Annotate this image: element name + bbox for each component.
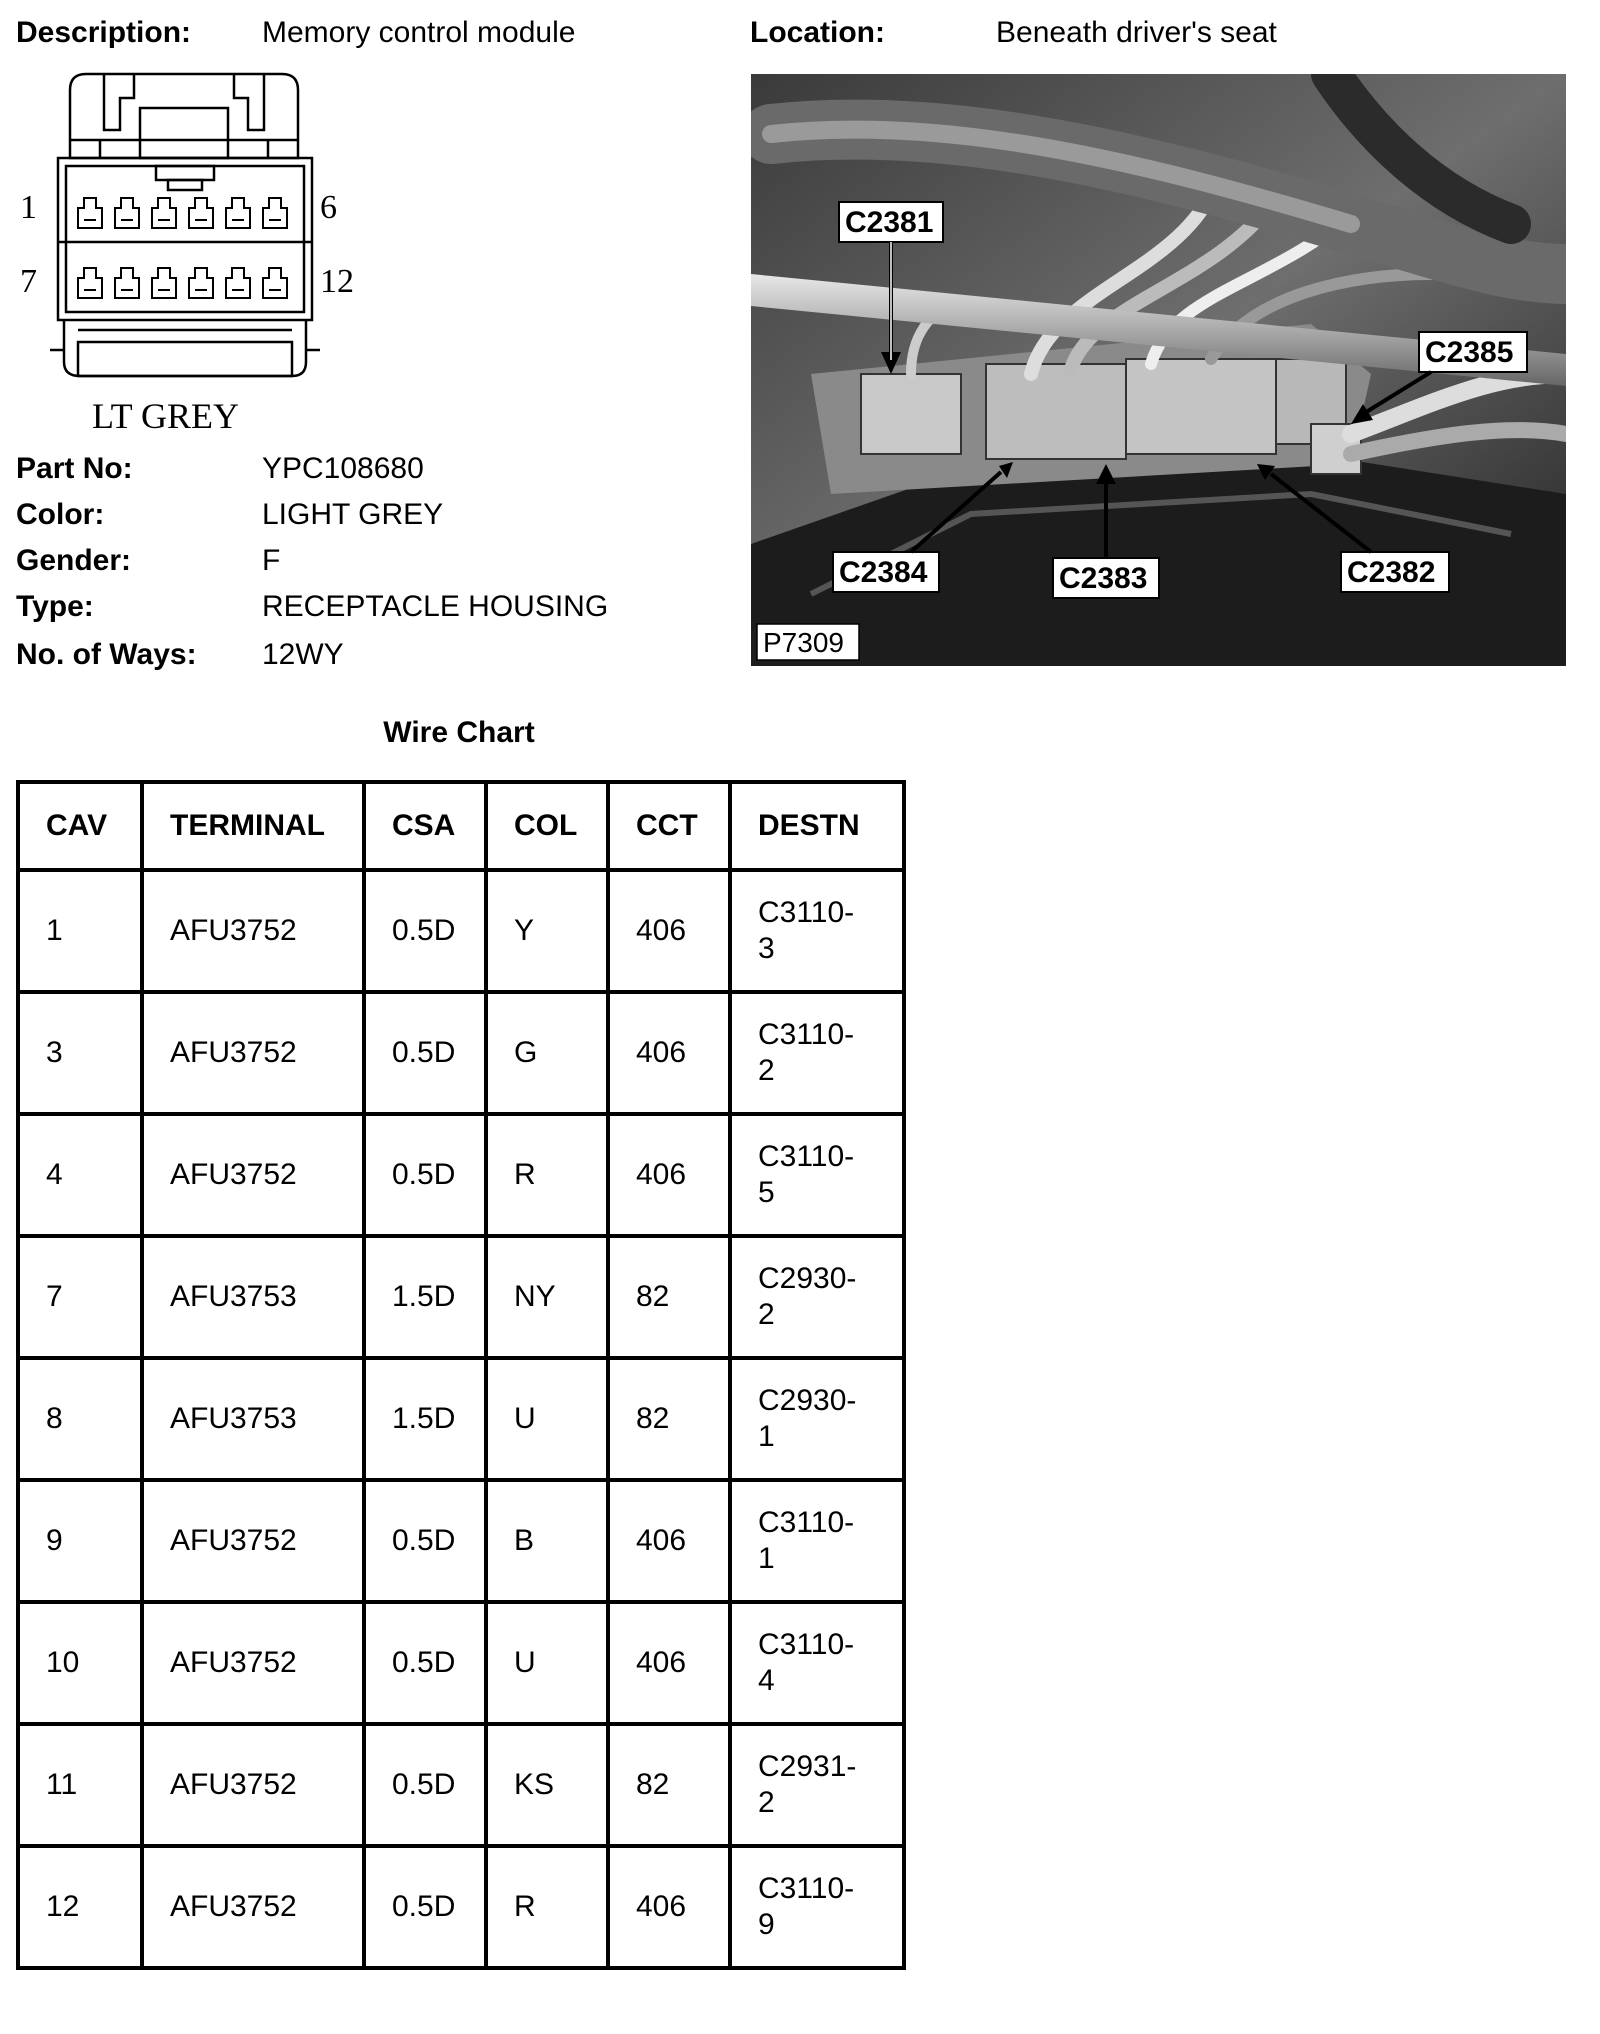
destn-line: C3110- <box>758 896 855 929</box>
cell-col: R <box>486 1114 608 1236</box>
cell-terminal: AFU3753 <box>142 1236 364 1358</box>
cell-destn <box>730 1602 904 1724</box>
cell-cct: 406 <box>608 1602 730 1724</box>
cell-cct: 406 <box>608 870 730 992</box>
table-row <box>18 1602 904 1724</box>
table-row <box>18 1236 904 1358</box>
cell-cct: 406 <box>608 992 730 1114</box>
header-cct: CCT <box>608 782 730 870</box>
cell-csa: 0.5D <box>364 1724 486 1846</box>
header-csa: CSA <box>364 782 486 870</box>
pin-cavity <box>189 268 213 298</box>
destn-line: C2930- <box>758 1262 857 1295</box>
wire-chart-title: Wire Chart <box>383 716 535 749</box>
cell-csa: 1.5D <box>364 1236 486 1358</box>
table-row <box>18 1846 904 1968</box>
pin-cavity <box>152 198 176 228</box>
cell-csa: 0.5D <box>364 992 486 1114</box>
cell-terminal: AFU3752 <box>142 1480 364 1602</box>
description-label: Description: <box>16 16 192 49</box>
wire-chart-table <box>16 780 906 1970</box>
photo-id: P7309 <box>763 627 844 658</box>
location-label: Location: <box>750 16 885 49</box>
gender-label: Gender: <box>16 544 132 577</box>
cell-terminal: AFU3752 <box>142 1602 364 1724</box>
cell-cav: 4 <box>18 1114 142 1236</box>
cell-cav: 9 <box>18 1480 142 1602</box>
pin-cavity <box>115 268 139 298</box>
callout-c2385: C2385 <box>1425 336 1514 369</box>
cell-csa: 1.5D <box>364 1358 486 1480</box>
header-terminal: TERMINAL <box>142 782 364 870</box>
table-row <box>18 870 904 992</box>
cell-col: U <box>486 1602 608 1724</box>
table-row <box>18 1724 904 1846</box>
cell-csa: 0.5D <box>364 870 486 992</box>
cell-cav: 10 <box>18 1602 142 1724</box>
cell-destn <box>730 1236 904 1358</box>
cell-cct: 82 <box>608 1358 730 1480</box>
header-cav: CAV <box>18 782 142 870</box>
gender-value: F <box>262 544 281 577</box>
cell-destn <box>730 992 904 1114</box>
pin-cavity <box>263 268 287 298</box>
part-no-value: YPC108680 <box>262 452 424 485</box>
callout-c2381: C2381 <box>845 206 934 239</box>
part-no-label: Part No: <box>16 452 133 485</box>
cell-col: G <box>486 992 608 1114</box>
cell-cav: 3 <box>18 992 142 1114</box>
no-of-ways-value: 12WY <box>262 638 344 671</box>
cell-cct: 82 <box>608 1236 730 1358</box>
table-row <box>18 1358 904 1480</box>
callout-c2382: C2382 <box>1347 556 1436 589</box>
pin-cavity <box>152 268 176 298</box>
destn-line: 3 <box>758 932 775 965</box>
pin-cavity <box>263 198 287 228</box>
connector-face-diagram <box>20 70 375 445</box>
cell-cct: 82 <box>608 1724 730 1846</box>
cell-cct: 406 <box>608 1480 730 1602</box>
cell-destn <box>730 1724 904 1846</box>
destn-line: 2 <box>758 1298 775 1331</box>
cell-col: B <box>486 1480 608 1602</box>
cell-terminal: AFU3752 <box>142 870 364 992</box>
color-value: LIGHT GREY <box>262 498 444 531</box>
pin-cavity <box>226 268 250 298</box>
pin-cavity <box>189 198 213 228</box>
cell-cav: 1 <box>18 870 142 992</box>
cell-csa: 0.5D <box>364 1846 486 1968</box>
cell-col: Y <box>486 870 608 992</box>
cell-destn <box>730 1114 904 1236</box>
cell-cct: 406 <box>608 1846 730 1968</box>
type-label: Type: <box>16 590 94 623</box>
cell-col: U <box>486 1358 608 1480</box>
color-label: Color: <box>16 498 105 531</box>
destn-line: 1 <box>758 1542 775 1575</box>
destn-line: C2930- <box>758 1384 857 1417</box>
destn-line: C3110- <box>758 1506 855 1539</box>
cell-terminal: AFU3752 <box>142 1724 364 1846</box>
pin-cavity <box>78 198 102 228</box>
cell-col: NY <box>486 1236 608 1358</box>
cell-destn <box>730 1846 904 1968</box>
pin-label-6: 6 <box>320 189 337 226</box>
cell-terminal: AFU3753 <box>142 1358 364 1480</box>
pin-cavity <box>226 198 250 228</box>
pin-cavity <box>78 268 102 298</box>
callout-c2383: C2383 <box>1059 562 1148 595</box>
destn-line: C3110- <box>758 1018 855 1051</box>
cell-terminal: AFU3752 <box>142 1114 364 1236</box>
destn-line: C2931- <box>758 1750 857 1783</box>
cell-terminal: AFU3752 <box>142 992 364 1114</box>
cell-cav: 12 <box>18 1846 142 1968</box>
pin-label-1: 1 <box>20 189 37 226</box>
connector-color-label: LT GREY <box>92 396 240 436</box>
destn-line: C3110- <box>758 1872 855 1905</box>
cell-cav: 11 <box>18 1724 142 1846</box>
location-photo <box>751 74 1566 666</box>
destn-line: 4 <box>758 1664 775 1697</box>
table-header-row <box>18 782 904 870</box>
connector-c2383 <box>1126 359 1276 454</box>
cell-destn <box>730 1358 904 1480</box>
table-row <box>18 1114 904 1236</box>
destn-line: 1 <box>758 1420 775 1453</box>
destn-line: C3110- <box>758 1628 855 1661</box>
cell-terminal: AFU3752 <box>142 1846 364 1968</box>
location-value: Beneath driver's seat <box>996 16 1277 49</box>
destn-line: 5 <box>758 1176 775 1209</box>
connector-c2384 <box>986 364 1126 459</box>
destn-line: 2 <box>758 1054 775 1087</box>
header-col: COL <box>486 782 608 870</box>
cell-cav: 7 <box>18 1236 142 1358</box>
cell-csa: 0.5D <box>364 1602 486 1724</box>
cell-destn <box>730 1480 904 1602</box>
description-value: Memory control module <box>262 16 576 49</box>
pin-cavity <box>115 198 139 228</box>
pin-label-7: 7 <box>20 263 37 300</box>
table-row <box>18 1480 904 1602</box>
type-value: RECEPTACLE HOUSING <box>262 590 609 623</box>
destn-line: C3110- <box>758 1140 855 1173</box>
table-row <box>18 992 904 1114</box>
header-destn: DESTN <box>730 782 904 870</box>
no-of-ways-label: No. of Ways: <box>16 638 197 671</box>
connector-c2381 <box>861 374 961 454</box>
cell-destn <box>730 870 904 992</box>
destn-line: 9 <box>758 1908 775 1941</box>
cell-csa: 0.5D <box>364 1480 486 1602</box>
cell-col: R <box>486 1846 608 1968</box>
cell-col: KS <box>486 1724 608 1846</box>
cell-cct: 406 <box>608 1114 730 1236</box>
cell-cav: 8 <box>18 1358 142 1480</box>
cell-csa: 0.5D <box>364 1114 486 1236</box>
destn-line: 2 <box>758 1786 775 1819</box>
pin-label-12: 12 <box>320 263 354 300</box>
callout-c2384: C2384 <box>839 556 928 589</box>
